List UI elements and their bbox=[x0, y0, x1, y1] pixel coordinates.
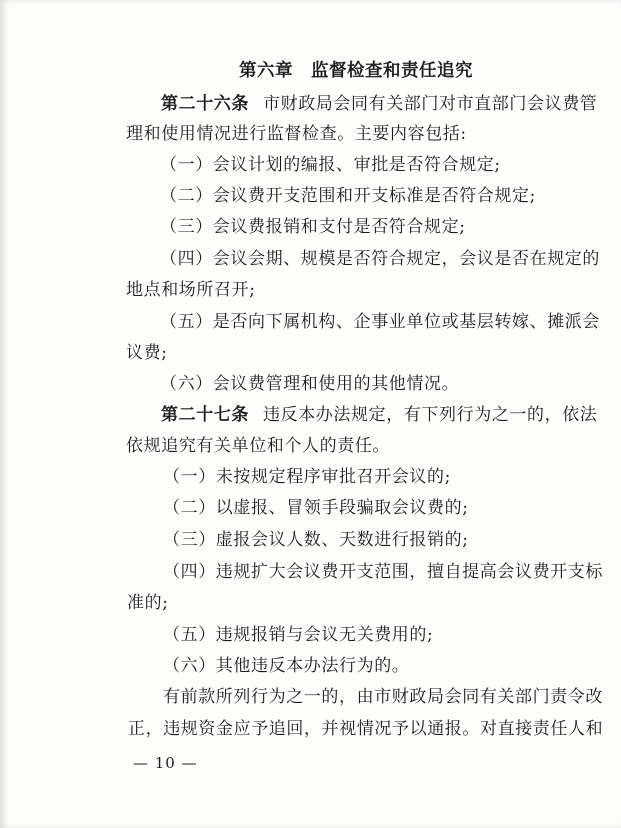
article-26-item-6: （六）会议费管理和使用的其他情况。 bbox=[160, 374, 460, 394]
article-26-heading: 第二十六条 bbox=[161, 94, 249, 114]
article-27-item-5: （五）违规报销与会议无关费用的; bbox=[163, 625, 434, 645]
article-26-item-5: （五）是否向下属机构、企事业单位或基层转嫁、摊派会 bbox=[160, 312, 600, 332]
chapter-title: 第六章 监督检查和责任追究 bbox=[239, 61, 473, 81]
article-27-item-6: （六）其他违反本办法行为的。 bbox=[163, 656, 410, 676]
article-27-first-line bbox=[161, 404, 597, 426]
page-number: — 10 — bbox=[133, 754, 198, 772]
article-26-text-1: 市财政局会同有关部门对市直部门会议费管 bbox=[263, 94, 598, 114]
article-26-item-5-cont: 议费; bbox=[126, 343, 168, 363]
article-26-first-line bbox=[161, 93, 597, 115]
article-26-item-4-cont: 地点和场所召开; bbox=[126, 280, 256, 300]
article-27-item-2: （二）以虚报、冒领手段骗取会议费的; bbox=[163, 498, 469, 518]
article-26-item-4: （四）会议会期、规模是否符合规定，会议是否在规定的 bbox=[160, 249, 600, 269]
article-27-text-1: 违反本办法规定，有下列行为之一的，依法 bbox=[263, 405, 598, 425]
article-27-item-4: （四）违规扩大会议费开支范围，擅自提高会议费开支标 bbox=[163, 562, 603, 582]
article-27-item-3: （三）虚报会议人数、天数进行报销的; bbox=[163, 530, 469, 550]
article-26-item-2: （二）会议费开支范围和开支标准是否符合规定; bbox=[160, 186, 536, 206]
closing-text-2: 正，违规资金应予追回，并视情况予以通报。对直接责任人和 bbox=[128, 719, 604, 739]
article-26-item-3: （三）会议费报销和支付是否符合规定; bbox=[160, 217, 466, 237]
article-26-text-2: 理和使用情况进行监督检查。主要内容包括: bbox=[126, 124, 467, 144]
article-27-heading: 第二十七条 bbox=[161, 405, 249, 425]
article-27-item-1: （一）未按规定程序审批召开会议的; bbox=[163, 467, 451, 487]
article-26-item-1: （一）会议计划的编报、审批是否符合规定; bbox=[160, 155, 501, 175]
article-27-item-4-cont: 准的; bbox=[127, 593, 169, 613]
closing-text-1: 有前款所列行为之一的，由市财政局会同有关部门责令改 bbox=[163, 687, 603, 707]
article-27-text-2: 依规追究有关单位和个人的责任。 bbox=[126, 436, 390, 456]
